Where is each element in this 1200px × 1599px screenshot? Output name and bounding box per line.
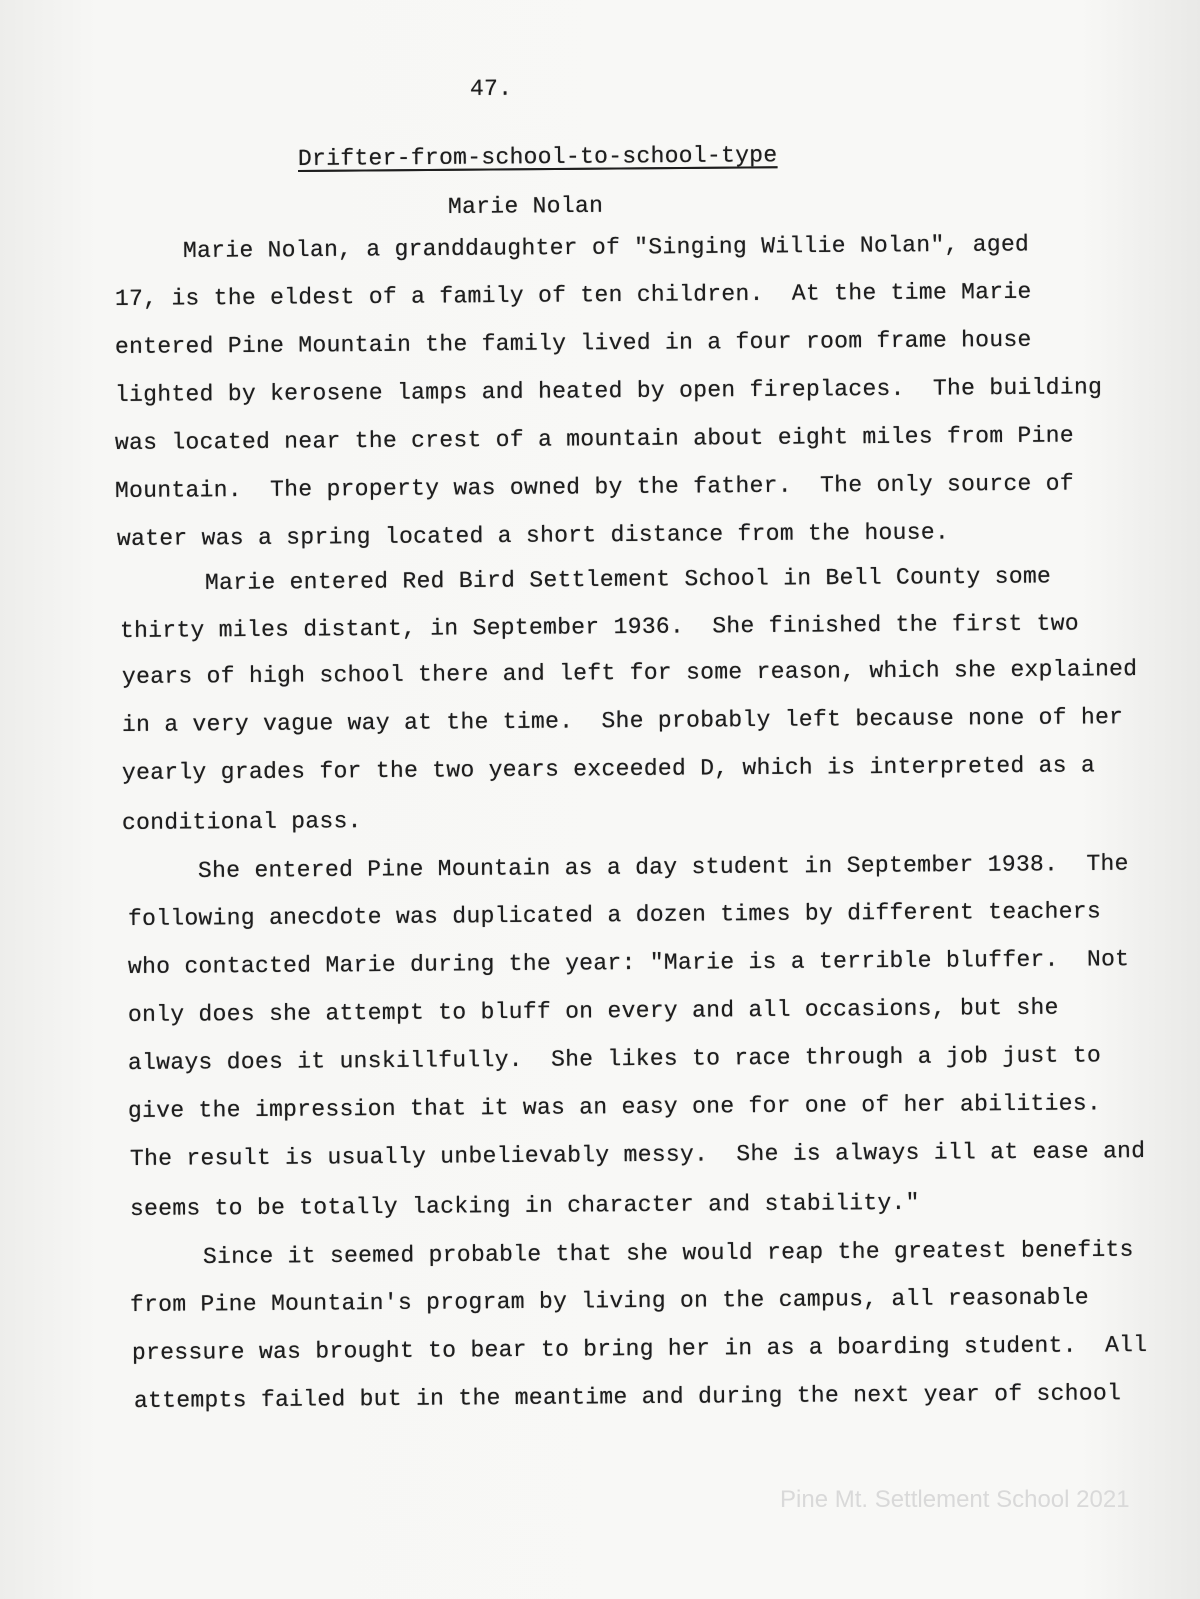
text-line: lighted by kerosene lamps and heated by open fireplaces. The building [114,374,1103,408]
text-line: She entered Pine Mountain as a day student in September 1938. The [197,850,1129,884]
watermark: Pine Mt. Settlement School 2021 [780,1486,1130,1513]
text-line: was located near the crest of a mountain about eight miles from Pine [114,422,1075,456]
subject-name: Marie Nolan [447,192,604,220]
text-line: The result is usually unbelievably messy. She is always ill at ease and [129,1138,1146,1172]
text-line: yearly grades for the two years exceeded D, which is interpreted as a [121,752,1096,786]
page-number: 47. [469,75,513,102]
text-line: in a very vague way at the time. She probably left because none of her [121,704,1124,738]
text-line: Mountain. The property was owned by the father. The only source of [114,470,1075,504]
text-line: from Pine Mountain's program by living on the campus, all reasonable [129,1284,1090,1318]
text-line: years of high school there and left for some reason, which she explained [121,656,1138,690]
text-line: give the impression that it was an easy one for one of her abilities. [127,1090,1102,1124]
text-line: Since it seemed probable that she would reap the greatest benefits [202,1236,1134,1270]
text-line: conditional pass. [121,808,362,836]
text-line: Marie entered Red Bird Settlement School in Bell County some [204,563,1052,596]
text-line: 17, is the eldest of a family of ten children. At the time Marie [114,278,1032,312]
text-line: entered Pine Mountain the family lived in a four room frame house [114,326,1032,360]
text-line: attempts failed but in the meantime and during the next year of school [133,1380,1122,1414]
section-title: Drifter-from-school-to-school-type [297,142,778,172]
text-line: thirty miles distant, in September 1936. She finished the first two [119,610,1080,644]
text-line: pressure was brought to bear to bring her in as a boarding student. All [131,1332,1148,1366]
text-line: water was a spring located a short distance from the house. [116,519,950,552]
text-line: seems to be totally lacking in character and stability." [129,1189,920,1222]
text-line: who contacted Marie during the year: "Marie is a terrible bluffer. Not [127,946,1130,980]
text-line: Marie Nolan, a granddaughter of "Singing Willie Nolan", aged [182,231,1030,264]
text-line: always does it unskillfully. She likes to race through a job just to [127,1042,1102,1076]
text-line: only does she attempt to bluff on every and all occasions, but she [127,994,1059,1028]
text-line: following anecdote was duplicated a dozen times by different teachers [127,898,1102,932]
